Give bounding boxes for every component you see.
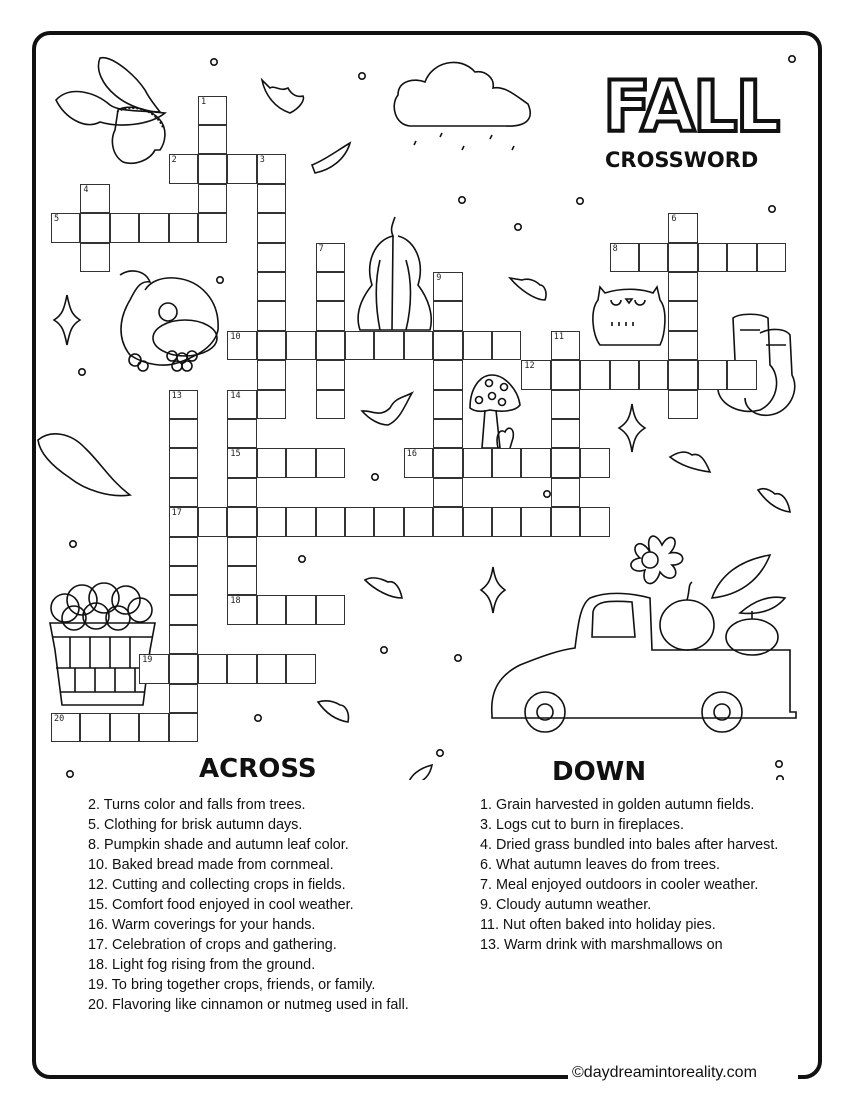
grid-cell[interactable] — [433, 301, 462, 330]
across-clue: 19. To bring together crops, friends, or family. — [88, 977, 376, 993]
grid-cell[interactable] — [698, 360, 727, 389]
down-clue: 11. Nut often baked into holiday pies. — [480, 917, 716, 933]
grid-cell[interactable] — [551, 478, 580, 507]
across-clue: 18. Light fog rising from the ground. — [88, 957, 316, 973]
grid-cell[interactable] — [521, 507, 550, 536]
down-clue: 13. Warm drink with marshmallows on — [480, 937, 723, 953]
grid-cell[interactable] — [257, 390, 286, 419]
grid-cell[interactable] — [433, 390, 462, 419]
clue-number: 11 — [553, 331, 565, 342]
grid-cell[interactable] — [257, 301, 286, 330]
grid-cell[interactable] — [433, 419, 462, 448]
grid-cell[interactable] — [169, 566, 198, 595]
grid-cell[interactable] — [80, 713, 109, 742]
grid-cell[interactable] — [374, 507, 403, 536]
grid-cell[interactable] — [433, 478, 462, 507]
grid-cell[interactable] — [286, 595, 315, 624]
grid-cell[interactable] — [227, 331, 256, 360]
grid-cell[interactable] — [492, 448, 521, 477]
grid-cell[interactable] — [169, 154, 198, 183]
grid-cell[interactable] — [257, 213, 286, 242]
clue-number: 14 — [230, 390, 241, 401]
grid-cell[interactable] — [492, 331, 521, 360]
grid-cell[interactable] — [316, 507, 345, 536]
grid-cell[interactable] — [551, 331, 580, 360]
grid-cell[interactable] — [639, 360, 668, 389]
grid-cell[interactable] — [580, 507, 609, 536]
grid-cell[interactable] — [227, 654, 256, 683]
grid-cell[interactable] — [169, 448, 198, 477]
grid-cell[interactable] — [668, 272, 697, 301]
grid-cell[interactable] — [433, 360, 462, 389]
grid-cell[interactable] — [227, 595, 256, 624]
down-clue: 6. What autumn leaves do from trees. — [480, 857, 720, 873]
grid-cell[interactable] — [257, 272, 286, 301]
grid-cell[interactable] — [51, 713, 80, 742]
clue-number: 20 — [54, 714, 65, 724]
grid-cell[interactable] — [345, 331, 374, 360]
grid-cell[interactable] — [257, 184, 286, 213]
grid-cell[interactable] — [169, 654, 198, 683]
down-clue: 7. Meal enjoyed outdoors in cooler weather. — [480, 877, 759, 893]
grid-cell[interactable] — [286, 448, 315, 477]
grid-cell[interactable] — [433, 448, 462, 477]
grid-cell[interactable] — [257, 595, 286, 624]
grid-cell[interactable] — [316, 301, 345, 330]
grid-cell[interactable] — [404, 331, 433, 360]
clue-number: 19 — [142, 655, 153, 666]
grid-cell[interactable] — [227, 419, 256, 448]
grid-cell[interactable] — [227, 507, 256, 536]
grid-cell[interactable] — [345, 507, 374, 536]
grid-cell[interactable] — [169, 713, 198, 742]
grid-cell[interactable] — [727, 243, 756, 272]
clue-number: 5 — [54, 214, 60, 225]
grid-cell[interactable] — [286, 507, 315, 536]
grid-cell[interactable] — [139, 654, 168, 683]
clue-number: 10 — [230, 331, 241, 342]
grid-cell[interactable] — [227, 154, 256, 183]
grid-cell[interactable] — [169, 213, 198, 242]
grid-cell[interactable] — [316, 360, 345, 389]
grid-cell[interactable] — [169, 537, 198, 566]
grid-cell[interactable] — [668, 390, 697, 419]
grid-cell[interactable] — [80, 184, 109, 213]
grid-cell[interactable] — [257, 243, 286, 272]
grid-cell[interactable] — [198, 213, 227, 242]
grid-cell[interactable] — [257, 360, 286, 389]
grid-cell[interactable] — [110, 713, 139, 742]
grid-cell[interactable] — [374, 331, 403, 360]
grid-cell[interactable] — [198, 154, 227, 183]
grid-cell[interactable] — [257, 507, 286, 536]
grid-cell[interactable] — [286, 331, 315, 360]
down-clue: 9. Cloudy autumn weather. — [480, 897, 652, 913]
across-clue: 12. Cutting and collecting crops in fields. — [88, 877, 346, 893]
grid-cell[interactable] — [51, 213, 80, 242]
grid-cell[interactable] — [227, 566, 256, 595]
clue-number: 2 — [171, 155, 177, 166]
clue-number: 13 — [171, 390, 182, 401]
grid-cell[interactable] — [286, 654, 315, 683]
grid-cell[interactable] — [433, 507, 462, 536]
title-crossword: CROSSWORD — [605, 148, 759, 172]
across-clue: 20. Flavoring like cinnamon or nutmeg used in fall. — [88, 997, 409, 1013]
grid-cell[interactable] — [551, 448, 580, 477]
grid-cell[interactable] — [463, 507, 492, 536]
across-clue: 15. Comfort food enjoyed in cool weather. — [88, 897, 354, 913]
clue-number: 18 — [230, 596, 241, 607]
grid-cell[interactable] — [169, 507, 198, 536]
clue-number: 16 — [406, 449, 418, 460]
grid-cell[interactable] — [198, 654, 227, 683]
grid-cell[interactable] — [257, 331, 286, 360]
grid-cell[interactable] — [316, 595, 345, 624]
grid-cell[interactable] — [639, 243, 668, 272]
across-clue: 17. Celebration of crops and gathering. — [88, 937, 337, 953]
grid-cell[interactable] — [521, 448, 550, 477]
grid-cell[interactable] — [110, 213, 139, 242]
grid-cell[interactable] — [668, 331, 697, 360]
grid-cell[interactable] — [580, 448, 609, 477]
grid-cell[interactable] — [551, 507, 580, 536]
grid-cell[interactable] — [316, 331, 345, 360]
down-clue: 1. Grain harvested in golden autumn fields. — [480, 797, 755, 813]
grid-cell[interactable] — [433, 331, 462, 360]
grid-cell[interactable] — [198, 507, 227, 536]
grid-cell[interactable] — [198, 96, 227, 125]
across-clue: 10. Baked bread made from cornmeal. — [88, 857, 334, 873]
down-clue: 3. Logs cut to burn in fireplaces. — [480, 817, 684, 833]
grid-cell[interactable] — [610, 243, 639, 272]
grid-cell[interactable] — [257, 154, 286, 183]
grid-cell[interactable] — [227, 537, 256, 566]
grid-cell[interactable] — [757, 243, 786, 272]
down-clue: 4. Dried grass bundled into bales after harvest. — [480, 837, 779, 853]
grid-cell[interactable] — [198, 125, 227, 154]
title-fall: FALL — [603, 66, 779, 148]
across-clue: 16. Warm coverings for your hands. — [88, 917, 316, 933]
across-clue: 5. Clothing for brisk autumn days. — [88, 817, 303, 833]
grid-cell[interactable] — [404, 507, 433, 536]
grid-cell[interactable] — [463, 448, 492, 477]
clue-number: 8 — [612, 243, 618, 254]
grid-cell[interactable] — [227, 390, 256, 419]
grid-cell[interactable] — [80, 243, 109, 272]
grid-cell[interactable] — [227, 478, 256, 507]
grid-cell[interactable] — [668, 360, 697, 389]
grid-cell[interactable] — [227, 448, 256, 477]
grid-cell[interactable] — [610, 360, 639, 389]
across-heading: ACROSS — [199, 754, 317, 784]
grid-cell[interactable] — [316, 390, 345, 419]
grid-cell[interactable] — [668, 243, 697, 272]
grid-cell[interactable] — [316, 272, 345, 301]
down-clue-list — [480, 795, 780, 955]
clue-number: 15 — [230, 449, 241, 460]
grid-cell[interactable] — [169, 390, 198, 419]
grid-cell[interactable] — [521, 360, 550, 389]
credit-text: ©daydreamintoreality.com — [572, 1064, 757, 1081]
grid-cell[interactable] — [139, 713, 168, 742]
grid-cell[interactable] — [80, 213, 109, 242]
grid-cell[interactable] — [698, 243, 727, 272]
clue-number: 17 — [171, 508, 182, 519]
grid-cell[interactable] — [580, 360, 609, 389]
grid-cell[interactable] — [551, 360, 580, 389]
grid-cell[interactable] — [492, 507, 521, 536]
grid-cell[interactable] — [139, 213, 168, 242]
grid-cell[interactable] — [316, 243, 345, 272]
grid-cell[interactable] — [169, 478, 198, 507]
across-clue-list — [88, 795, 448, 1015]
clue-number: 4 — [83, 184, 89, 195]
grid-cell[interactable] — [551, 390, 580, 419]
across-clue: 8. Pumpkin shade and autumn leaf color. — [88, 837, 349, 853]
across-clue: 2. Turns color and falls from trees. — [88, 797, 306, 813]
down-heading: DOWN — [552, 757, 647, 787]
grid-cell[interactable] — [433, 272, 462, 301]
grid-cell[interactable] — [198, 184, 227, 213]
grid-cell[interactable] — [316, 448, 345, 477]
grid-cell[interactable] — [257, 654, 286, 683]
grid-cell[interactable] — [551, 419, 580, 448]
grid-cell[interactable] — [169, 625, 198, 654]
clue-number: 12 — [524, 361, 535, 372]
grid-cell[interactable] — [668, 213, 697, 242]
grid-cell[interactable] — [257, 448, 286, 477]
grid-cell[interactable] — [169, 595, 198, 624]
clue-number: 3 — [259, 155, 265, 166]
clue-number: 9 — [436, 273, 442, 283]
grid-cell[interactable] — [169, 419, 198, 448]
clue-number: 7 — [318, 243, 324, 254]
clue-number: 1 — [201, 96, 207, 107]
grid-cell[interactable] — [668, 301, 697, 330]
grid-cell[interactable] — [727, 360, 756, 389]
clue-number: 6 — [671, 214, 677, 225]
grid-cell[interactable] — [463, 331, 492, 360]
grid-cell[interactable] — [169, 684, 198, 713]
grid-cell[interactable] — [404, 448, 433, 477]
